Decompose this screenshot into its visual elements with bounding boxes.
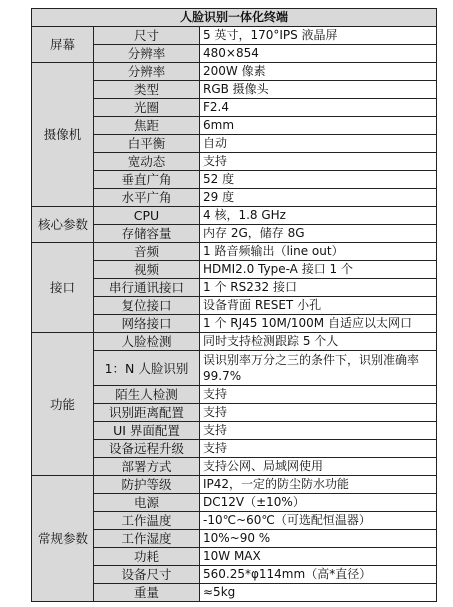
- spec-value-cell: 支持: [200, 440, 437, 458]
- spec-key-cell: 分辨率: [94, 63, 200, 81]
- table-row: [32, 333, 437, 351]
- spec-key-cell: 垂直广角: [94, 171, 200, 189]
- category-cell: 摄像机: [32, 63, 94, 207]
- spec-value-cell: 支持: [200, 422, 437, 440]
- spec-value-cell: 自动: [200, 135, 437, 153]
- spec-value-cell: 29 度: [200, 189, 437, 207]
- spec-value-cell: F2.4: [200, 99, 437, 117]
- spec-value-cell: 6mm: [200, 117, 437, 135]
- spec-key-cell: CPU: [94, 207, 200, 225]
- spec-table-container: [31, 8, 436, 602]
- spec-key-cell: UI 界面配置: [94, 422, 200, 440]
- table-row: [32, 27, 437, 45]
- table-row: [32, 243, 437, 261]
- spec-key-cell: 存储容量: [94, 225, 200, 243]
- spec-key-cell: 白平衡: [94, 135, 200, 153]
- spec-key-cell: 复位接口: [94, 297, 200, 315]
- title-row: [32, 9, 437, 27]
- table-row: [32, 63, 437, 81]
- spec-value-cell: 同时支持检测跟踪 5 个人: [200, 333, 437, 351]
- spec-value-cell: 200W 像素: [200, 63, 437, 81]
- spec-key-cell: 网络接口: [94, 315, 200, 333]
- spec-value-cell: 1 路音频输出（line out）: [200, 243, 437, 261]
- spec-value-cell: IP42，一定的防尘防水功能: [200, 476, 437, 494]
- spec-value-cell: 支持: [200, 404, 437, 422]
- spec-key-cell: 人脸检测: [94, 333, 200, 351]
- spec-key-cell: 部署方式: [94, 458, 200, 476]
- spec-key-cell: 光圈: [94, 99, 200, 117]
- spec-value-cell: ≈5kg: [200, 584, 437, 602]
- spec-key-cell: 音频: [94, 243, 200, 261]
- spec-value-cell: HDMI2.0 Type-A 接口 1 个: [200, 261, 437, 279]
- spec-value-cell: 560.25*φ114mm（高*直径）: [200, 566, 437, 584]
- spec-key-cell: 焦距: [94, 117, 200, 135]
- spec-key-cell: 功耗: [94, 548, 200, 566]
- spec-key-cell: 电源: [94, 494, 200, 512]
- spec-value-cell: 设备背面 RESET 小孔: [200, 297, 437, 315]
- spec-value-cell: RGB 摄像头: [200, 81, 437, 99]
- spec-value-cell: 52 度: [200, 171, 437, 189]
- spec-value-cell: -10℃~60℃（可选配恒温器）: [200, 512, 437, 530]
- spec-key-cell: 尺寸: [94, 27, 200, 45]
- category-cell: 屏幕: [32, 27, 94, 63]
- table-title: 人脸识别一体化终端: [32, 9, 437, 27]
- category-cell: 功能: [32, 333, 94, 476]
- table-row: [32, 207, 437, 225]
- spec-value-cell: 1 个 RJ45 10M/100M 自适应以太网口: [200, 315, 437, 333]
- spec-key-cell: 陌生人检测: [94, 386, 200, 404]
- spec-key-cell: 设备远程升级: [94, 440, 200, 458]
- spec-value-cell: 5 英寸，170°IPS 液晶屏: [200, 27, 437, 45]
- spec-key-cell: 宽动态: [94, 153, 200, 171]
- spec-key-cell: 设备尺寸: [94, 566, 200, 584]
- category-cell: 常规参数: [32, 476, 94, 602]
- spec-key-cell: 防护等级: [94, 476, 200, 494]
- spec-key-cell: 分辨率: [94, 45, 200, 63]
- spec-value-cell: 480×854: [200, 45, 437, 63]
- spec-value-cell: 1 个 RS232 接口: [200, 279, 437, 297]
- spec-value-cell: 支持公网、局域网使用: [200, 458, 437, 476]
- spec-value-cell: 10W MAX: [200, 548, 437, 566]
- table-row: [32, 476, 437, 494]
- spec-value-cell: 误识别率万分之三的条件下，识别准确率 99.7%: [200, 351, 437, 386]
- spec-table: [31, 8, 437, 602]
- spec-key-cell: 识别距离配置: [94, 404, 200, 422]
- spec-value-cell: 支持: [200, 153, 437, 171]
- spec-value-cell: 内存 2G，储存 8G: [200, 225, 437, 243]
- spec-value-cell: 4 核，1.8 GHz: [200, 207, 437, 225]
- spec-value-cell: 10%~90 %: [200, 530, 437, 548]
- spec-value-cell: DC12V（±10%）: [200, 494, 437, 512]
- category-cell: 接口: [32, 243, 94, 333]
- spec-value-cell: 支持: [200, 386, 437, 404]
- spec-key-cell: 工作温度: [94, 512, 200, 530]
- spec-key-cell: 1：N 人脸识别: [94, 351, 200, 386]
- spec-key-cell: 串行通讯接口: [94, 279, 200, 297]
- spec-key-cell: 视频: [94, 261, 200, 279]
- spec-key-cell: 工作湿度: [94, 530, 200, 548]
- spec-key-cell: 重量: [94, 584, 200, 602]
- spec-key-cell: 水平广角: [94, 189, 200, 207]
- spec-key-cell: 类型: [94, 81, 200, 99]
- category-cell: 核心参数: [32, 207, 94, 243]
